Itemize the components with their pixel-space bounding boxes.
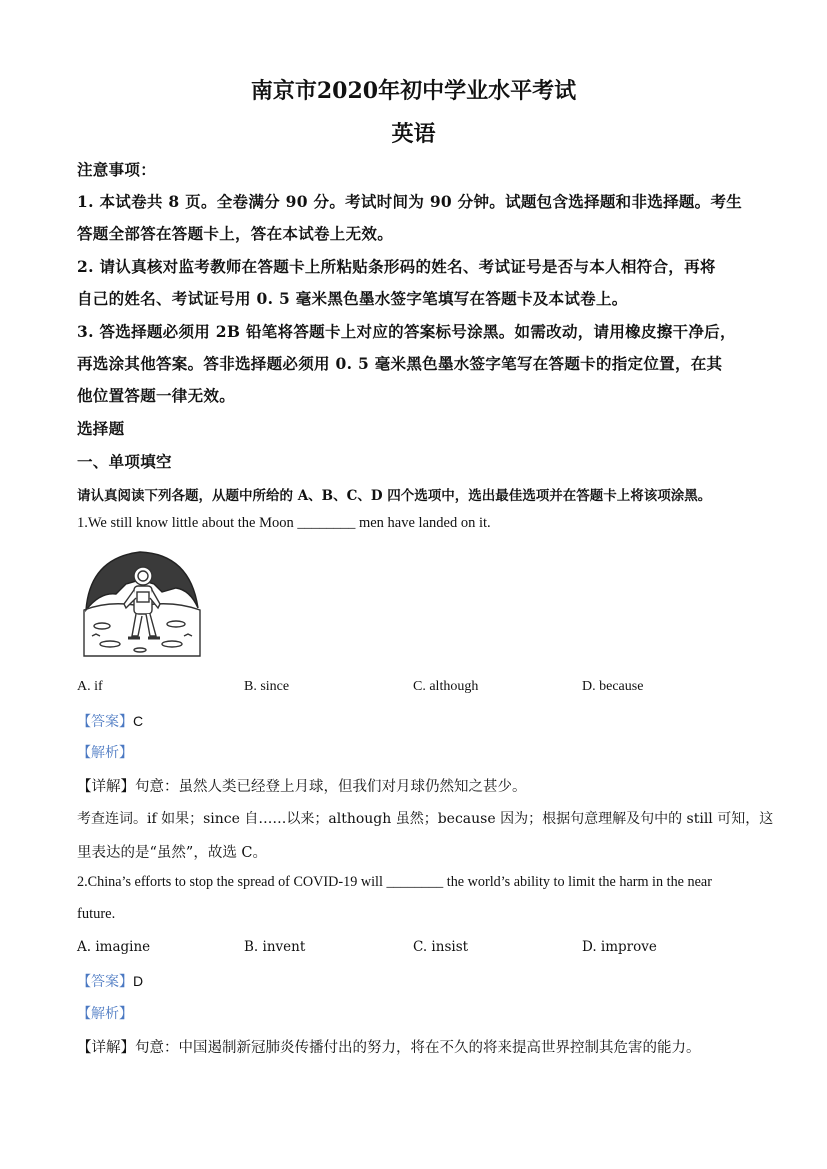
- q1-option-b[interactable]: B. since: [244, 679, 290, 694]
- exam-title: 南京市2020年初中学业水平考试: [250, 78, 577, 104]
- q2-option-b[interactable]: B. invent: [244, 939, 306, 955]
- q1-analysis-tag: 【解析】: [77, 744, 133, 760]
- q1-explain-line-2: 里表达的是“虽然”，故选 C。: [77, 845, 268, 861]
- q2-detail: 【详解】句意：中国遏制新冠肺炎传播付出的努力，将在不久的将来提高世界控制其危害的能力。: [77, 1040, 701, 1056]
- q1-option-a[interactable]: A. if: [77, 679, 103, 694]
- notice-heading: 注意事项：: [77, 160, 157, 179]
- q1-explain-line-1: 考查连词。if 如果；since 自……以来；although 虽然；because 因为；根据句意理解及句中的 still 可知，这: [77, 811, 774, 827]
- notice-item-2-line-1: 2. 请认真核对监考教师在答题卡上所粘贴条形码的姓名、考试证号是否与本人相符合，再将: [77, 257, 716, 276]
- notice-item-2-line-2: 自己的姓名、考试证号用 0. 5 毫米黑色墨水签字笔填写在答题卡及本试卷上。: [77, 289, 628, 308]
- q1-detail: 【详解】句意：虽然人类已经登上月球，但我们对月球仍然知之甚少。: [77, 779, 527, 795]
- q2-answer-value: D: [133, 973, 144, 989]
- notice-item-3-line-1: 3. 答选择题必须用 2B 铅笔将答题卡上对应的答案标号涂黑。如需改动，请用橡皮擦干净后，: [77, 322, 736, 341]
- q2-stem-line-1: 2.China’s efforts to stop the spread of COVID-19 will ________ the world’s ability to limit the harm in the near: [77, 874, 712, 890]
- notice-item-1-line-2: 答题全部答在答题卡上，答在本试卷上无效。: [77, 224, 394, 243]
- q2-option-a[interactable]: A. imagine: [77, 939, 151, 955]
- q1-answer-value: C: [133, 713, 144, 729]
- q2-analysis-tag: 【解析】: [77, 1005, 133, 1021]
- notice-item-3-line-3: 他位置答题一律无效。: [77, 386, 236, 405]
- q2-option-c[interactable]: C. insist: [413, 939, 469, 955]
- section-label: 选择题: [77, 419, 125, 438]
- q1-option-c[interactable]: C. although: [413, 679, 479, 694]
- q1-option-d[interactable]: D. because: [582, 679, 644, 694]
- q1-answer-tag: 【答案】: [77, 713, 133, 729]
- q2-answer: [77, 971, 143, 991]
- astronaut-on-moon-illustration: [80, 540, 202, 662]
- q1-stem: 1.We still know little about the Moon ________ men have landed on it.: [77, 515, 491, 531]
- notice-item-3-line-2: 再选涂其他答案。答非选择题必须用 0. 5 毫米黑色墨水签字笔写在答题卡的指定位置，在其: [77, 354, 723, 373]
- notice-item-1-line-1: 1. 本试卷共 8 页。全卷满分 90 分。考试时间为 90 分钟。试题包含选择题和非选择题。考生: [77, 192, 743, 211]
- q2-stem-line-2: future.: [77, 906, 116, 922]
- part-label: 一、单项填空: [77, 452, 172, 471]
- q2-option-d[interactable]: D. improve: [582, 939, 657, 955]
- q2-answer-tag: 【答案】: [77, 973, 133, 989]
- q1-answer: [77, 711, 143, 731]
- instruction: 请认真阅读下列各题，从题中所给的 A、B、C、D 四个选项中，选出最佳选项并在答题卡上将该项涂黑。: [77, 488, 712, 504]
- subject-title: 英语: [391, 121, 436, 147]
